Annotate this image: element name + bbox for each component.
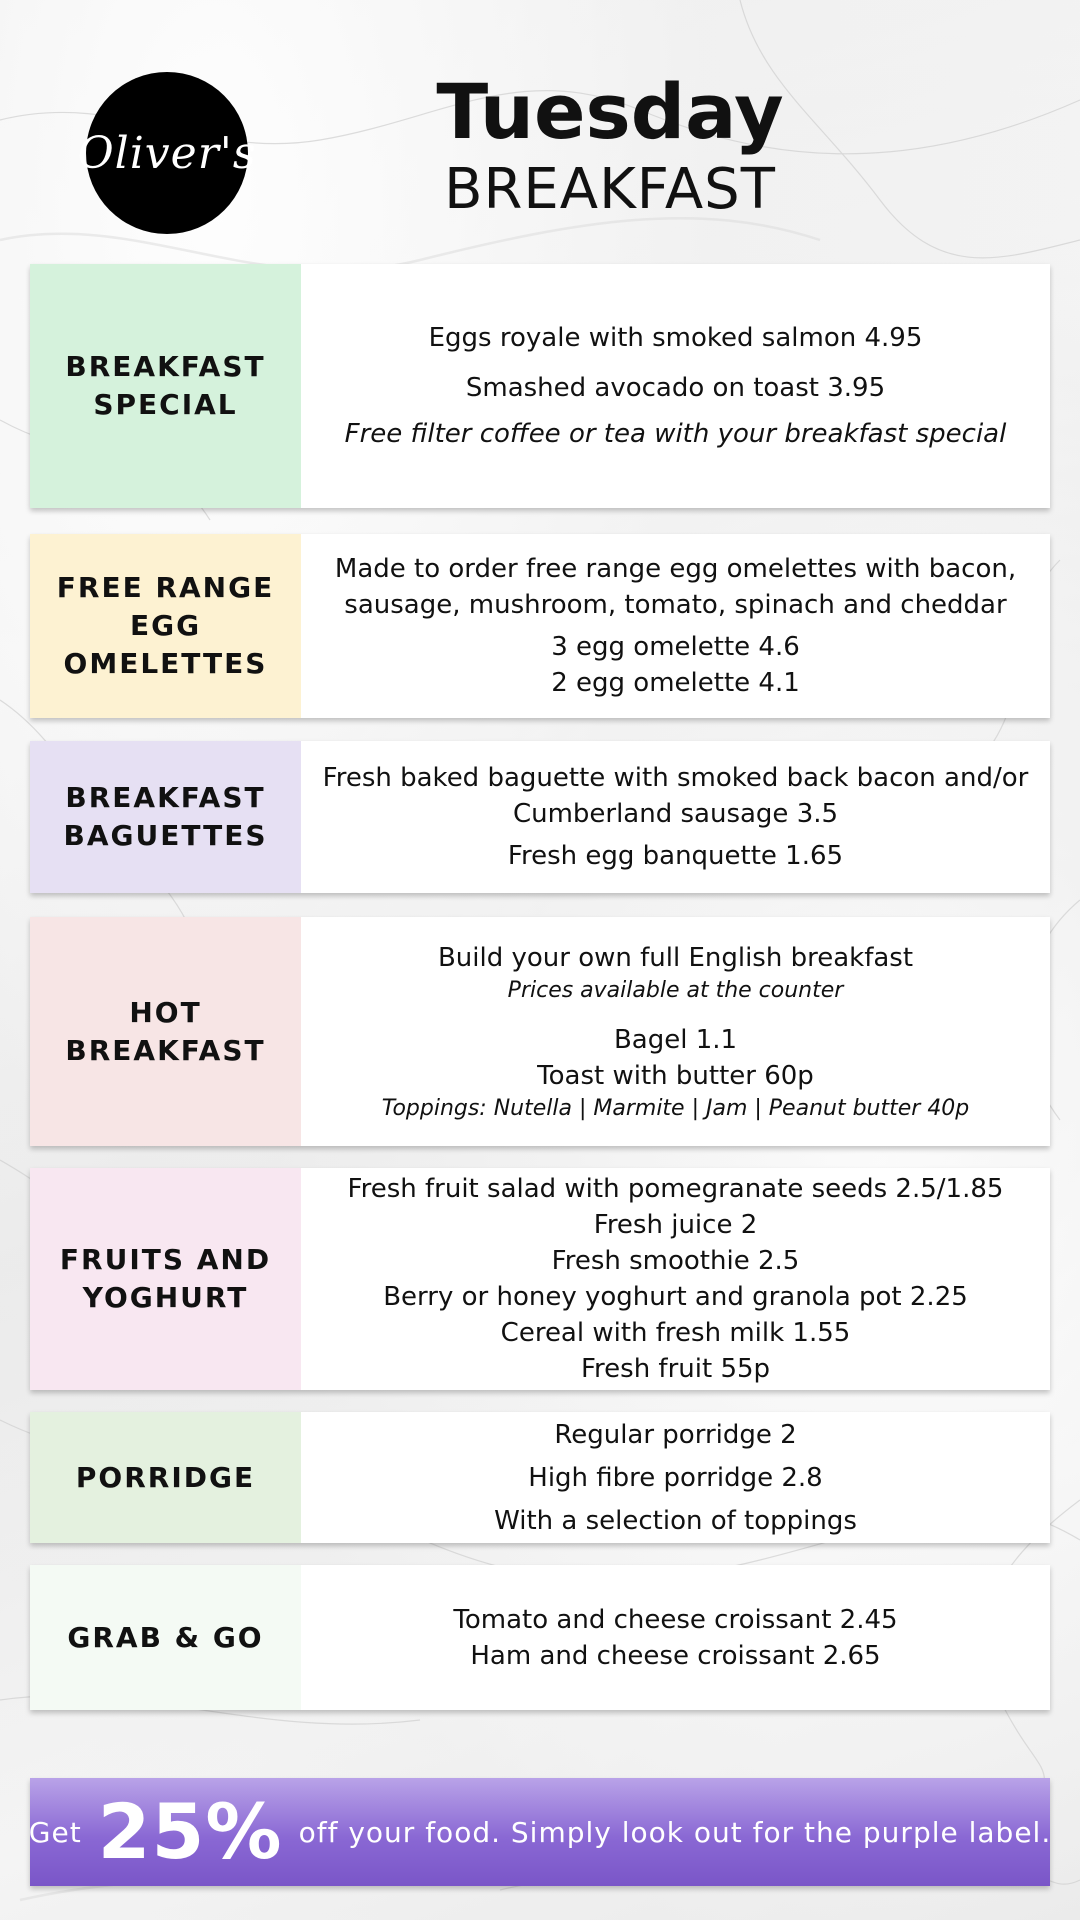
section-body bbox=[301, 534, 1050, 718]
discount-banner bbox=[30, 1778, 1050, 1886]
promo-percentage: 25% bbox=[97, 1787, 283, 1876]
menu-item: Regular porridge 2 bbox=[554, 1419, 797, 1450]
menu-item: Berry or honey yoghurt and granola pot 2.25 bbox=[383, 1282, 968, 1312]
section-fruits-yoghurt bbox=[30, 1168, 1050, 1390]
section-breakfast-special bbox=[30, 264, 1050, 508]
menu-item: Tomato and cheese croissant 2.45 bbox=[453, 1604, 898, 1635]
menu-item: Ham and cheese croissant 2.65 bbox=[470, 1640, 881, 1671]
menu-item: Fresh fruit 55p bbox=[580, 1354, 771, 1384]
logo-text: Oliver's bbox=[77, 127, 257, 179]
menu-item: Build your own full English breakfast bbox=[437, 942, 914, 973]
menu-item: Fresh juice 2 bbox=[593, 1210, 758, 1240]
section-label: HOT BREAKFAST bbox=[30, 917, 301, 1146]
menu-item: Eggs royale with smoked salmon 4.95 bbox=[428, 323, 923, 353]
section-label: FRUITS AND YOGHURT bbox=[30, 1168, 301, 1390]
menu-note: Prices available at the counter bbox=[507, 977, 844, 1003]
promo-prefix: Get bbox=[28, 1815, 82, 1849]
section-breakfast-baguettes bbox=[30, 741, 1050, 893]
menu-item: Bagel 1.1 bbox=[613, 1024, 738, 1055]
section-body bbox=[301, 264, 1050, 508]
promo-text: off your food. Simply look out for the purple label. bbox=[298, 1815, 1052, 1849]
section-grab-and-go bbox=[30, 1565, 1050, 1710]
menu-description: sausage, mushroom, tomato, spinach and cheddar bbox=[344, 590, 1007, 620]
section-label: PORRIDGE bbox=[30, 1412, 301, 1543]
section-body bbox=[301, 917, 1050, 1146]
menu-item: Fresh fruit salad with pomegranate seeds 2.5/1.85 bbox=[347, 1174, 1004, 1204]
section-label: GRAB & GO bbox=[30, 1565, 301, 1710]
oliver-logo bbox=[77, 72, 257, 234]
menu-item: Smashed avocado on toast 3.95 bbox=[465, 373, 886, 403]
menu-item: With a selection of toppings bbox=[494, 1505, 857, 1536]
menu-item: 2 egg omelette 4.1 bbox=[551, 668, 800, 698]
menu-item: Cumberland sausage 3.5 bbox=[512, 799, 839, 829]
menu-item: Cereal with fresh milk 1.55 bbox=[500, 1318, 851, 1348]
menu-item: Fresh egg banquette 1.65 bbox=[507, 841, 844, 871]
section-body bbox=[301, 1168, 1050, 1390]
section-porridge bbox=[30, 1412, 1050, 1543]
section-label: BREAKFAST BAGUETTES bbox=[30, 741, 301, 893]
menu-item: 3 egg omelette 4.6 bbox=[551, 632, 800, 662]
section-egg-omelettes bbox=[30, 534, 1050, 718]
section-body bbox=[301, 1412, 1050, 1543]
meal-title: BREAKFAST bbox=[444, 157, 776, 222]
section-label: BREAKFAST SPECIAL bbox=[30, 264, 301, 508]
menu-item: Fresh smoothie 2.5 bbox=[551, 1246, 800, 1276]
menu-item: Toast with butter 60p bbox=[537, 1060, 814, 1091]
menu-note: Toppings: Nutella | Marmite | Jam | Peanut butter 40p bbox=[381, 1095, 970, 1121]
section-hot-breakfast bbox=[30, 917, 1050, 1146]
section-body bbox=[301, 1565, 1050, 1710]
section-body bbox=[301, 741, 1050, 893]
day-title: Tuesday bbox=[436, 67, 784, 156]
menu-note: Free filter coffee or tea with your breakfast special bbox=[344, 419, 1007, 449]
menu-item: Fresh baked baguette with smoked back bacon and/or bbox=[322, 763, 1029, 793]
menu-item: High fibre porridge 2.8 bbox=[528, 1462, 823, 1493]
section-label: FREE RANGE EGG OMELETTES bbox=[30, 534, 301, 718]
menu-description: Made to order free range egg omelettes with bacon, bbox=[334, 554, 1017, 584]
